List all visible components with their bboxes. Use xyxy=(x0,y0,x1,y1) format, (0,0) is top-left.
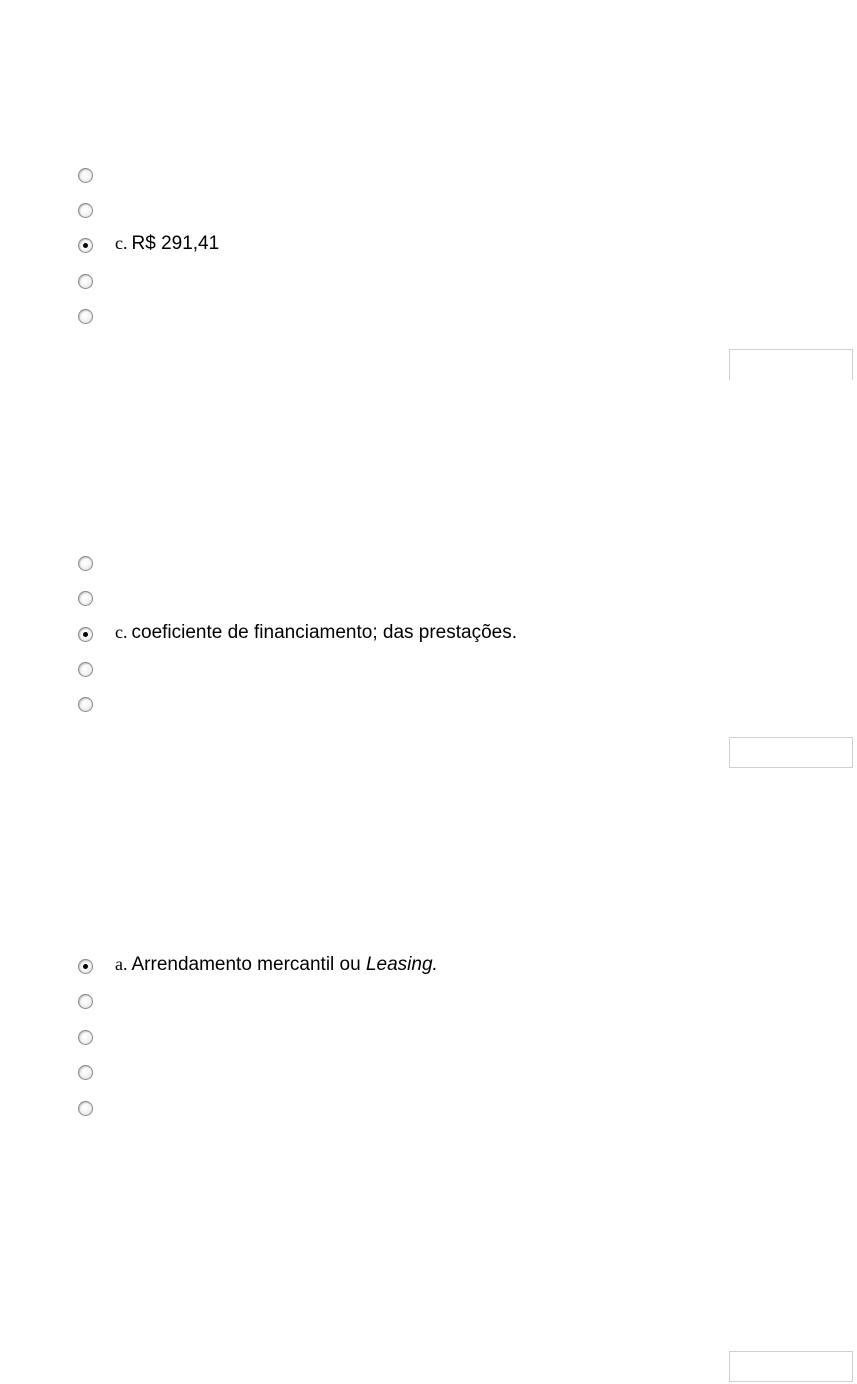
radio-selected-icon[interactable] xyxy=(78,627,93,642)
q3-option-b[interactable] xyxy=(78,994,778,1016)
q3-option-a[interactable] xyxy=(78,954,778,981)
radio-unselected-icon[interactable] xyxy=(78,591,93,606)
q2-option-d[interactable] xyxy=(78,662,778,684)
radio-unselected-icon[interactable] xyxy=(78,1101,93,1116)
radio-unselected-icon[interactable] xyxy=(78,168,93,183)
answer-text: coeficiente de financiamento; das prestações. xyxy=(131,622,518,643)
q2-feedback-box xyxy=(729,737,853,768)
answer-text: Arrendamento mercantil ou xyxy=(131,954,366,975)
radio-unselected-icon[interactable] xyxy=(78,1065,93,1080)
q1-option-b[interactable] xyxy=(78,203,778,225)
q3-option-a-text xyxy=(115,953,438,976)
q1-option-d[interactable] xyxy=(78,274,778,296)
q1-option-a[interactable] xyxy=(78,168,778,190)
q2-option-a[interactable] xyxy=(78,556,778,578)
radio-unselected-icon[interactable] xyxy=(78,1030,93,1045)
q2-option-c[interactable] xyxy=(78,622,778,649)
q1-option-e[interactable] xyxy=(78,309,778,331)
q1-feedback-box xyxy=(729,349,853,380)
q3-feedback-box xyxy=(729,1351,853,1382)
q2-option-e[interactable] xyxy=(78,697,778,719)
q2-option-b[interactable] xyxy=(78,591,778,613)
radio-selected-icon[interactable] xyxy=(78,959,93,974)
radio-unselected-icon[interactable] xyxy=(78,697,93,712)
radio-unselected-icon[interactable] xyxy=(78,274,93,289)
q1-option-c[interactable] xyxy=(78,233,778,260)
q3-option-e[interactable] xyxy=(78,1101,778,1123)
q3-option-d[interactable] xyxy=(78,1065,778,1087)
q1-option-c-text xyxy=(115,232,219,255)
radio-unselected-icon[interactable] xyxy=(78,309,93,324)
option-letter: c. xyxy=(115,233,128,253)
option-letter: a. xyxy=(115,954,128,974)
radio-unselected-icon[interactable] xyxy=(78,556,93,571)
answer-text: R$ 291,41 xyxy=(131,233,220,254)
q3-option-c[interactable] xyxy=(78,1030,778,1052)
option-letter: c. xyxy=(115,622,128,642)
q2-option-c-text xyxy=(115,621,517,644)
radio-unselected-icon[interactable] xyxy=(78,994,93,1009)
radio-unselected-icon[interactable] xyxy=(78,203,93,218)
radio-unselected-icon[interactable] xyxy=(78,662,93,677)
answer-emphasis-text: Leasing. xyxy=(365,954,438,975)
radio-selected-icon[interactable] xyxy=(78,238,93,253)
